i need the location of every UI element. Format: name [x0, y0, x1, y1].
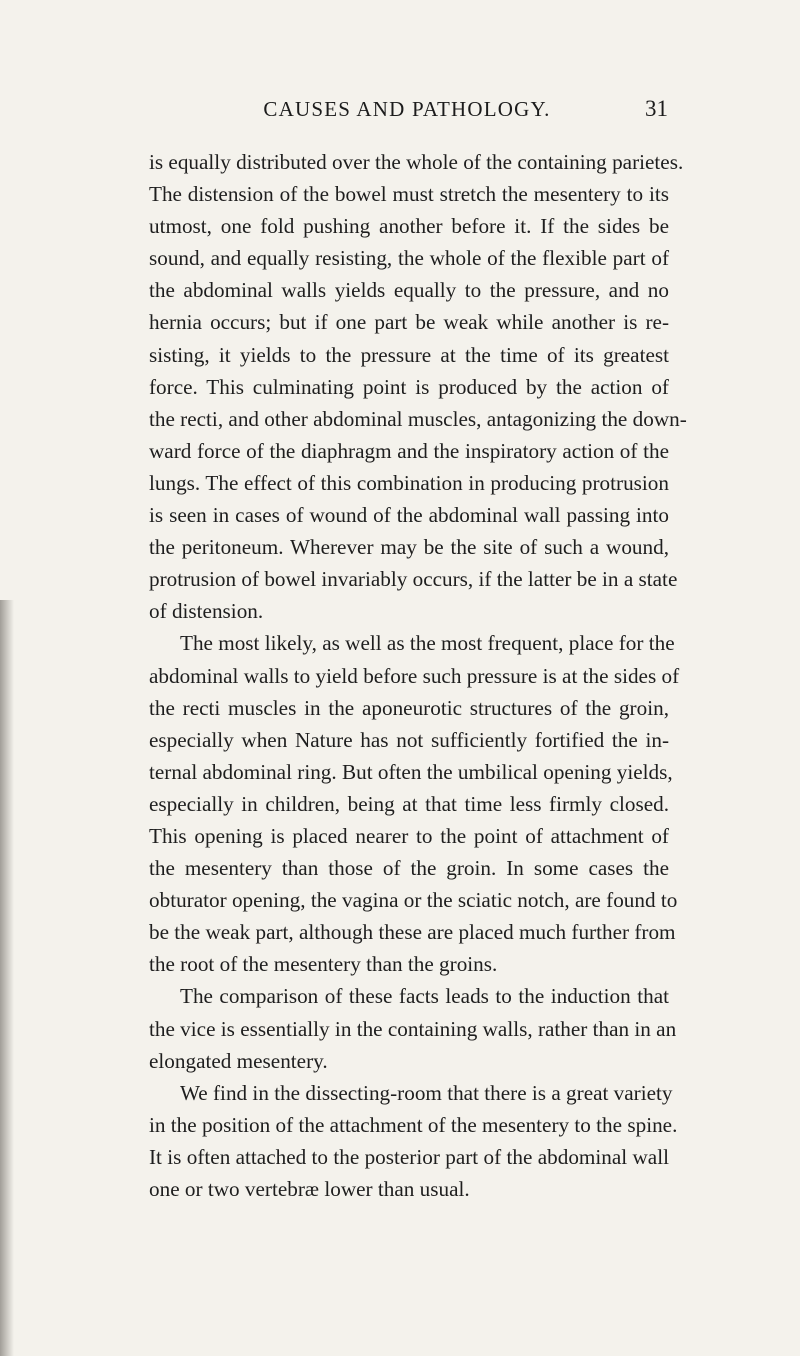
text-line: especially in children, being at that time less firmly closed. [149, 791, 669, 816]
text-line: the abdominal walls yields equally to the pressure, and no [149, 278, 669, 303]
text-line: The most likely, as well as the most frequent, place for the [180, 631, 675, 656]
text-line: the recti, and other abdominal muscles, antagonizing the down- [149, 406, 687, 431]
text-line: The comparison of these facts leads to the induction that [180, 984, 669, 1009]
text-line: of distension. [149, 599, 264, 624]
text-line: the vice is essentially in the containing walls, rather than in an [149, 1016, 677, 1041]
text-line: We find in the dissecting-room that there is a great variety [180, 1080, 673, 1105]
text-line: This opening is placed nearer to the point of attachment of [149, 823, 669, 848]
text-line: sisting, it yields to the pressure at the time of its greatest [149, 342, 669, 367]
text-line: is equally distributed over the whole of the containing parietes. [149, 150, 684, 174]
text-line: It is often attached to the posterior part of the abdominal wall [149, 1144, 669, 1169]
text-line: be the weak part, although these are placed much further from [149, 920, 676, 945]
text-line: the root of the mesentery than the groins. [149, 952, 498, 977]
paragraph [149, 1077, 678, 1205]
text-line: elongated mesentery. [149, 1048, 328, 1073]
text-line: utmost, one fold pushing another before it. If the sides be [149, 214, 669, 239]
text-line: one or two vertebræ lower than usual. [149, 1177, 470, 1201]
text-line: abdominal walls to yield before such pressure is at the sides of [149, 663, 680, 688]
text-line: sound, and equally resisting, the whole of the flexible part of [149, 246, 669, 271]
paragraph [149, 146, 687, 627]
paragraph [149, 627, 680, 980]
text-line: lungs. The effect of this combination in producing protrusion [149, 470, 669, 495]
text-line: protrusion of bowel invariably occurs, if the latter be in a state [149, 567, 678, 592]
page-number: 31 [645, 96, 668, 121]
text-line: ternal abdominal ring. But often the umbilical opening yields, [149, 759, 673, 784]
text-line: the recti muscles in the aponeurotic structures of the groin, [149, 695, 669, 720]
binding-shadow [0, 600, 14, 1356]
text-line: the peritoneum. Wherever may be the site of such a wound, [149, 535, 669, 560]
text-line: in the position of the attachment of the mesentery to the spine. [149, 1112, 678, 1137]
text-line: hernia occurs; but if one part be weak while another is re- [149, 310, 669, 335]
text-line: force. This culminating point is produced by the action of [149, 374, 669, 399]
text-line: is seen in cases of wound of the abdominal wall passing into [149, 503, 669, 528]
text-line: The distension of the bowel must stretch the mesentery to its [149, 182, 669, 207]
text-line: especially when Nature has not sufficiently fortified the in- [149, 727, 669, 752]
text-line: obturator opening, the vagina or the sciatic notch, are found to [149, 888, 678, 913]
paragraph [149, 980, 677, 1076]
text-line: ward force of the diaphragm and the inspiratory action of the [149, 438, 669, 463]
running-head: CAUSES AND PATHOLOGY. [263, 97, 551, 121]
body-text [149, 146, 687, 1205]
text-line: the mesentery than those of the groin. In some cases the [149, 856, 669, 881]
